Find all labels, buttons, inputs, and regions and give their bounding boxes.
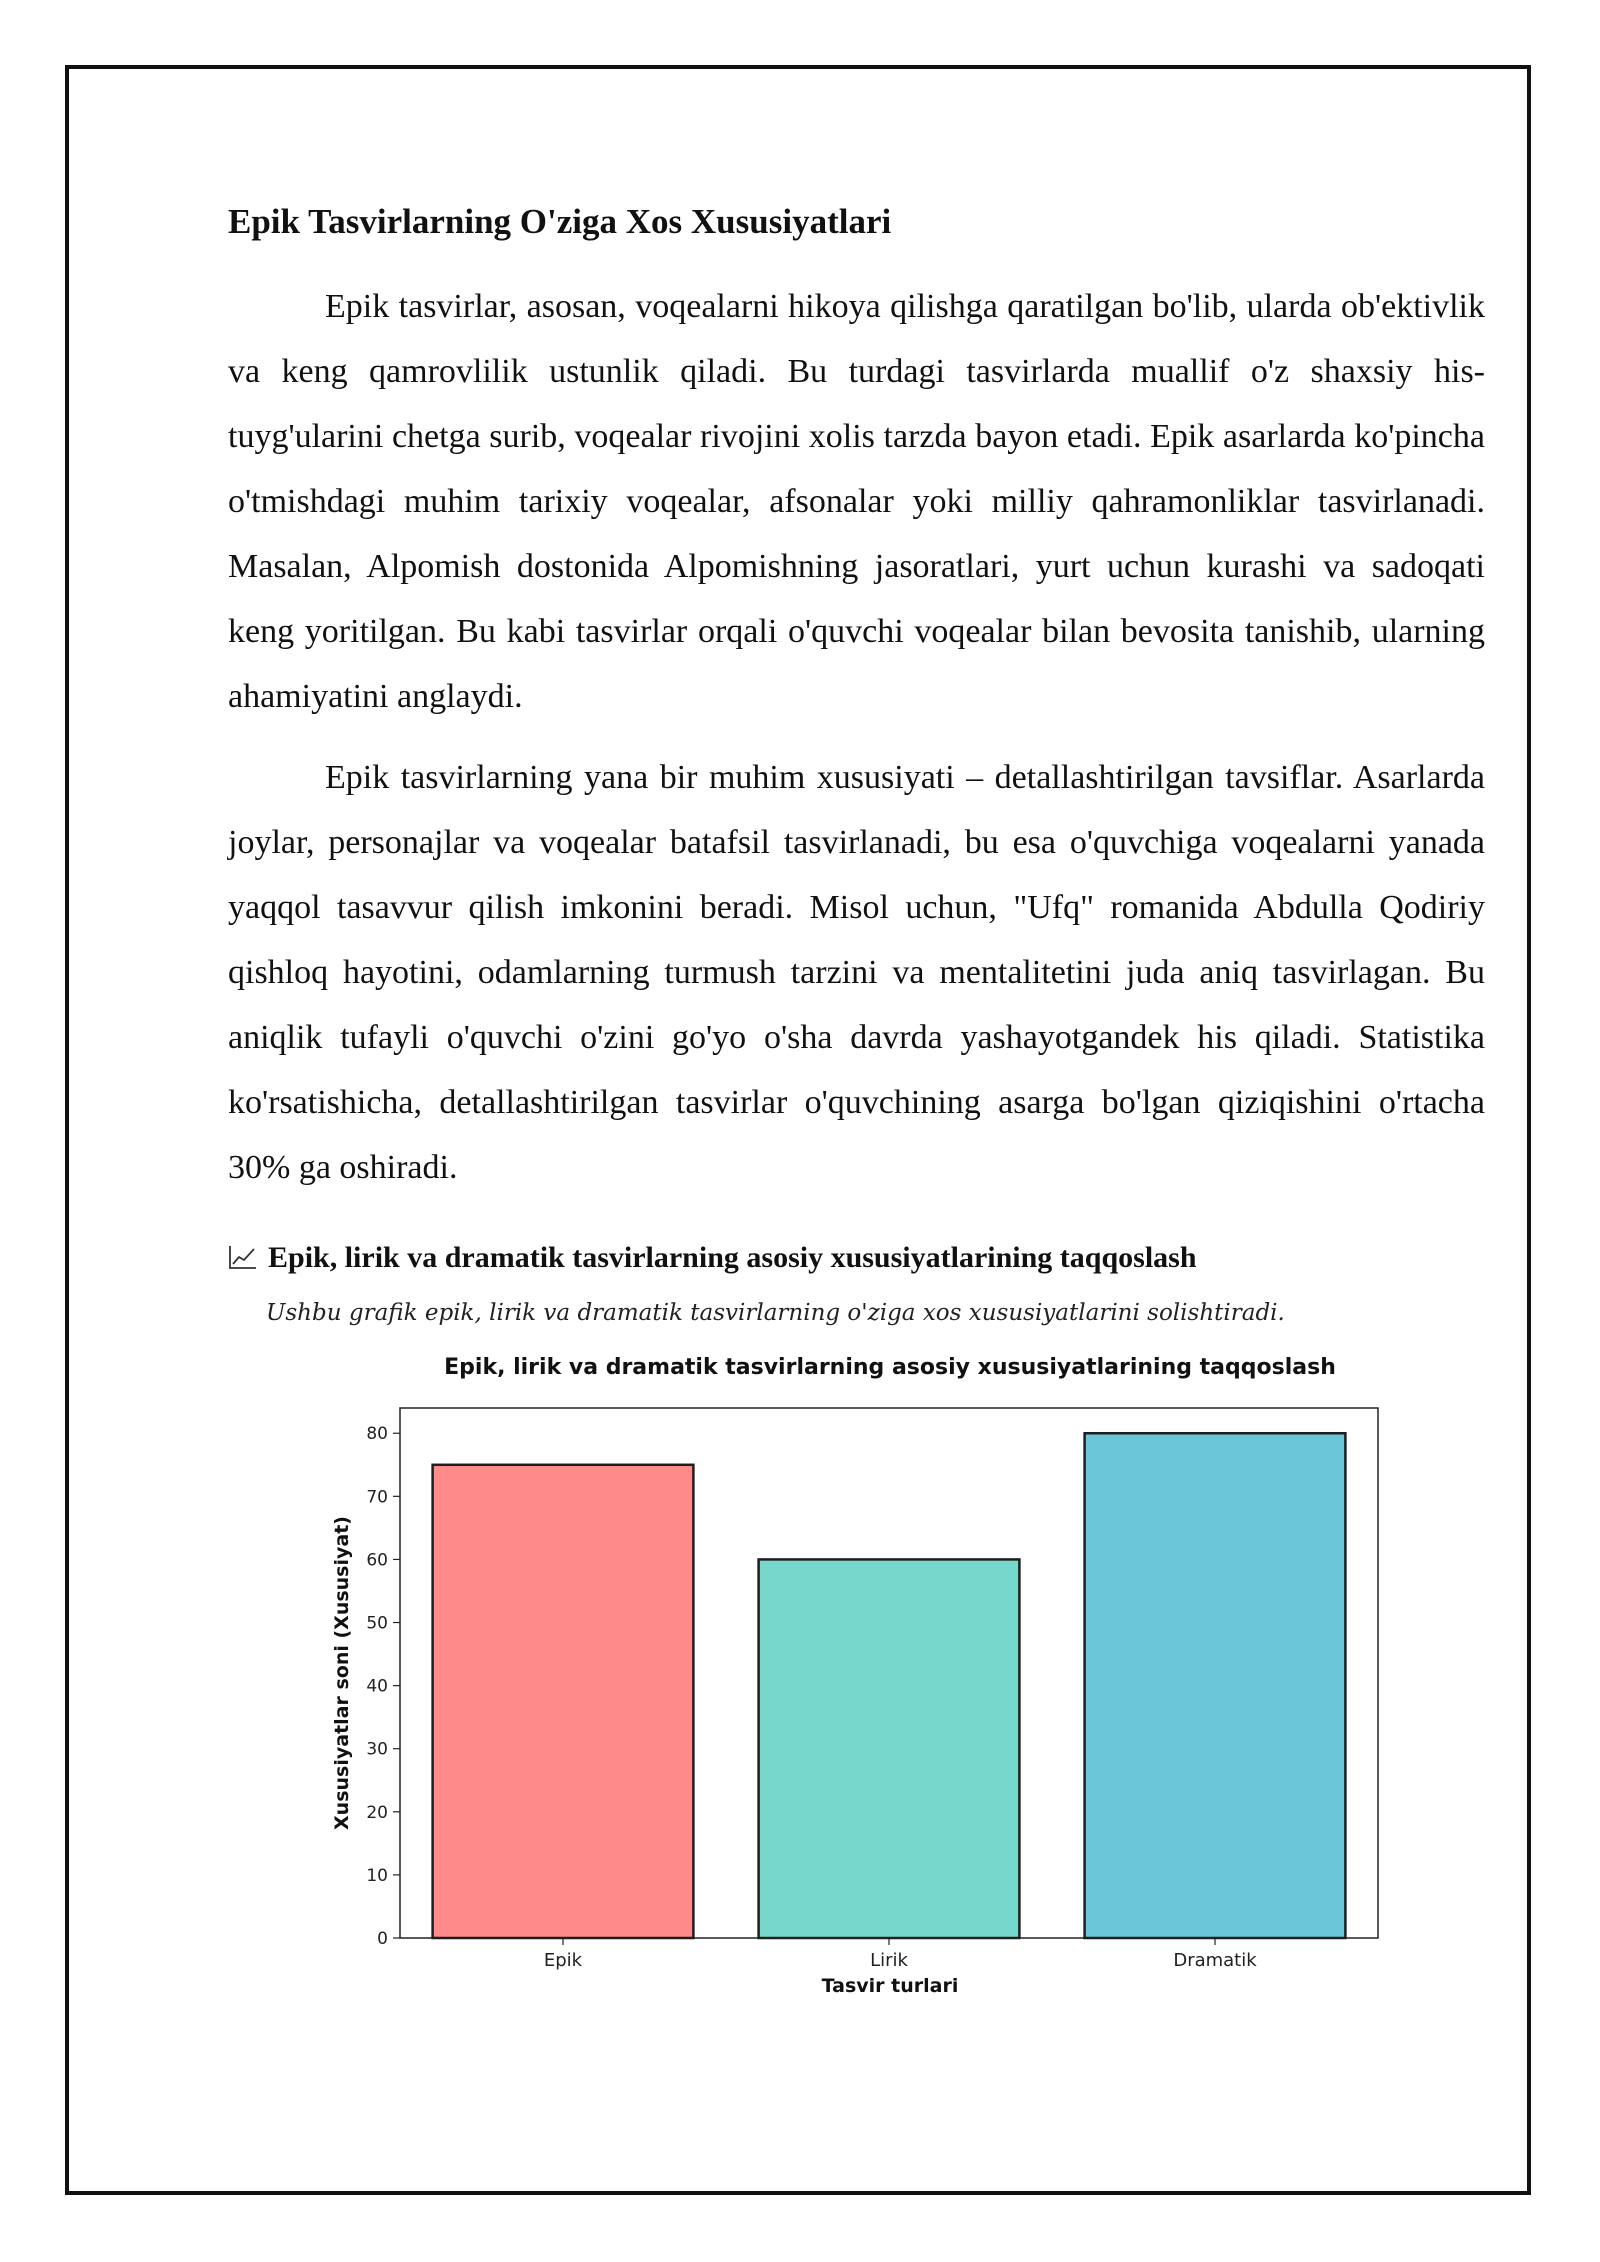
- x-tick-label: Dramatik: [1173, 1950, 1257, 1971]
- bar-chart: [300, 1340, 1420, 2010]
- figure-heading: [228, 1236, 1528, 1280]
- x-axis-label: Tasvir turlari: [821, 1975, 959, 1997]
- y-tick-label: 40: [366, 1676, 388, 1697]
- bar-dramatik: [1085, 1433, 1346, 1938]
- y-tick-label: 20: [366, 1802, 388, 1823]
- section-heading: Epik Tasvirlarning O'ziga Xos Xususiyatlari: [228, 202, 892, 241]
- chart-title: Epik, lirik va dramatik tasvirlarning asosiy xususiyatlarining taqqoslash: [444, 1355, 1336, 1380]
- figure-heading-text: Epik, lirik va dramatik tasvirlarning asosiy xususiyatlarining taqqoslash: [268, 1241, 1197, 1274]
- y-tick-label: 10: [366, 1865, 388, 1886]
- bar-lirik: [759, 1559, 1020, 1938]
- y-tick-label: 80: [366, 1424, 388, 1445]
- x-tick-label: Epik: [543, 1950, 583, 1971]
- y-tick-label: 50: [366, 1613, 388, 1634]
- y-tick-label: 30: [366, 1739, 388, 1760]
- y-tick-label: 60: [366, 1550, 388, 1571]
- paragraph-1: Epik tasvirlar, asosan, voqealarni hikoya qilishga qaratilgan bo'lib, ularda ob'ektivlik va keng qamrovlilik ustunlik qiladi. Bu turdagi tasvirlarda muallif o'z shaxsiy his-tuyg'ularini chetga surib, voqealar rivojini xolis tarzda bayon etadi. Epik asarlarda ko'pincha o'tmishdagi muhim tarixiy voqealar, afsonalar yoki milliy qahramonliklar tasvirlanadi. Masalan, Alpomish dostonida Alpomishning jasoratlari, yurt uchun kurashi va sadoqati keng yoritilgan. Bu kabi tasvirlar orqali o'quvchi voqealar bilan bevosita tanishib, ularning ahamiyatini anglaydi.: [228, 288, 1485, 715]
- x-tick-label: Lirik: [870, 1950, 908, 1971]
- y-axis-label: Xususiyatlar soni (Xususiyat): [331, 1516, 353, 1830]
- figure-caption: Ushbu grafik epik, lirik va dramatik tasvirlarning o'ziga xos xususiyatlarini solishtiradi.: [266, 1300, 1285, 1326]
- y-tick-label: 70: [366, 1487, 388, 1508]
- chart-line-icon: [228, 1244, 258, 1270]
- paragraph-2: Epik tasvirlarning yana bir muhim xususiyati – detallashtirilgan tavsiflar. Asarlarda joylar, personajlar va voqealar batafsil tasvirlanadi, bu esa o'quvchiga voqealarni yanada yaqqol tasavvur qilish imkonini beradi. Misol uchun, "Ufq" romanida Abdulla Qodiriy qishloq hayotini, odamlarning turmush tarzini va mentalitetini juda aniq tasvirlagan. Bu aniqlik tufayli o'quvchi o'zini go'yo o'sha davrda yashayotgandek his qiladi. Statistika ko'rsatishicha, detallashtirilgan tasvirlar o'quvchining asarga bo'lgan qiziqishini o'rtacha 30% ga oshiradi.: [228, 759, 1485, 1186]
- y-tick-label: 0: [377, 1929, 388, 1949]
- bar-epik: [433, 1465, 694, 1938]
